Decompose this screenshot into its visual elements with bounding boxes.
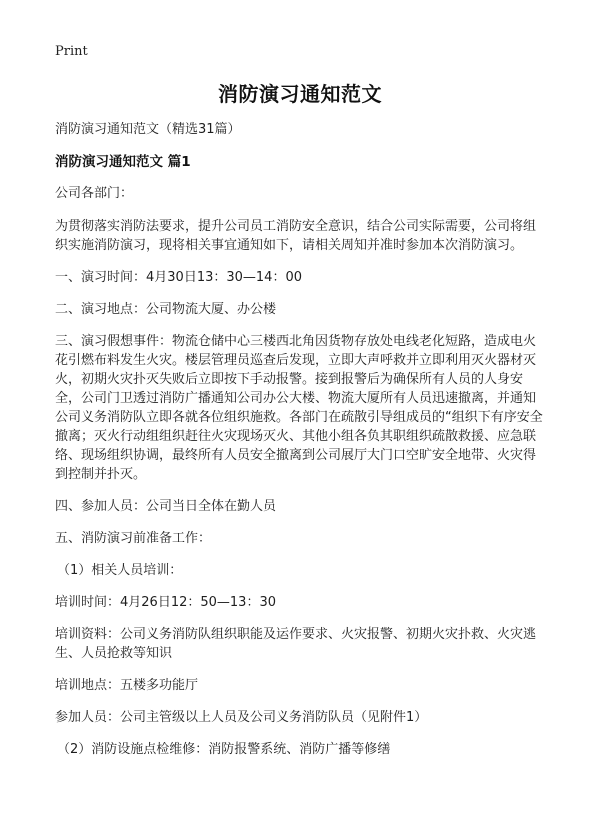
section-heading: 消防演习通知范文 篇1 [55, 154, 191, 170]
item-drill-time: 一、演习时间：4月30日13：30—14：00 [55, 270, 302, 285]
item-drill-scenario: 三、演习假想事件：物流仓储中心三楼西北角因货物存放处电线老化短路，造成电火花引燃布料发生火灾。楼层管理员巡查后发现，立即大声呼救并立即利用灭火器材灭火，初期火灾扑灭失败后立即按下手动报警。接到报警后为确保所有人员的人身安全，公司门卫透过消防广播通知公司办公大楼、物流大厦所有人员迅速撤离，并通知公司义务消防队立即各就各位组织施救。各部门在疏散引导组成员的“组织下有序安全撤离；灭火行动组组织赶往火灾现场灭火、其他小组各负其职组织疏散救援、应急联络、现场组织协调，最终所有人员安全撤离到公司展厅大门口空旷安全地带、火灾得到控制并扑灭。 [55, 334, 543, 482]
training-material: 培训资料：公司义务消防队组织职能及运作要求、火灾报警、初期火灾扑救、火灾逃生、人员抢救等知识 [55, 627, 537, 661]
training-time: 培训时间：4月26日12：50—13：30 [55, 595, 276, 610]
item-participants: 四、参加人员：公司当日全体在勤人员 [55, 499, 277, 514]
subtitle: 消防演习通知范文（精选31篇） [55, 122, 241, 137]
page-title: 消防演习通知范文 [218, 82, 382, 106]
document-body [55, 120, 547, 772]
item-preparation: 五、消防演习前准备工作： [55, 531, 212, 546]
greeting: 公司各部门： [55, 186, 134, 201]
print-link[interactable]: Print [55, 44, 88, 59]
item-drill-location: 二、演习地点：公司物流大厦、办公楼 [55, 302, 277, 317]
training-place: 培训地点：五楼多功能厅 [55, 678, 199, 693]
sub-training: （1）相关人员培训： [57, 563, 183, 578]
training-participants: 参加人员：公司主管级以上人员及公司义务消防队员（见附件1） [55, 710, 428, 725]
sub-facility-maintenance: （2）消防设施点检维修：消防报警系统、消防广播等修缮 [57, 742, 391, 757]
intro-paragraph: 为贯彻落实消防法要求，提升公司员工消防安全意识，结合公司实际需要，公司将组织实施消防演习，现将相关事宜通知如下，请相关周知并准时参加本次消防演习。 [55, 219, 537, 253]
